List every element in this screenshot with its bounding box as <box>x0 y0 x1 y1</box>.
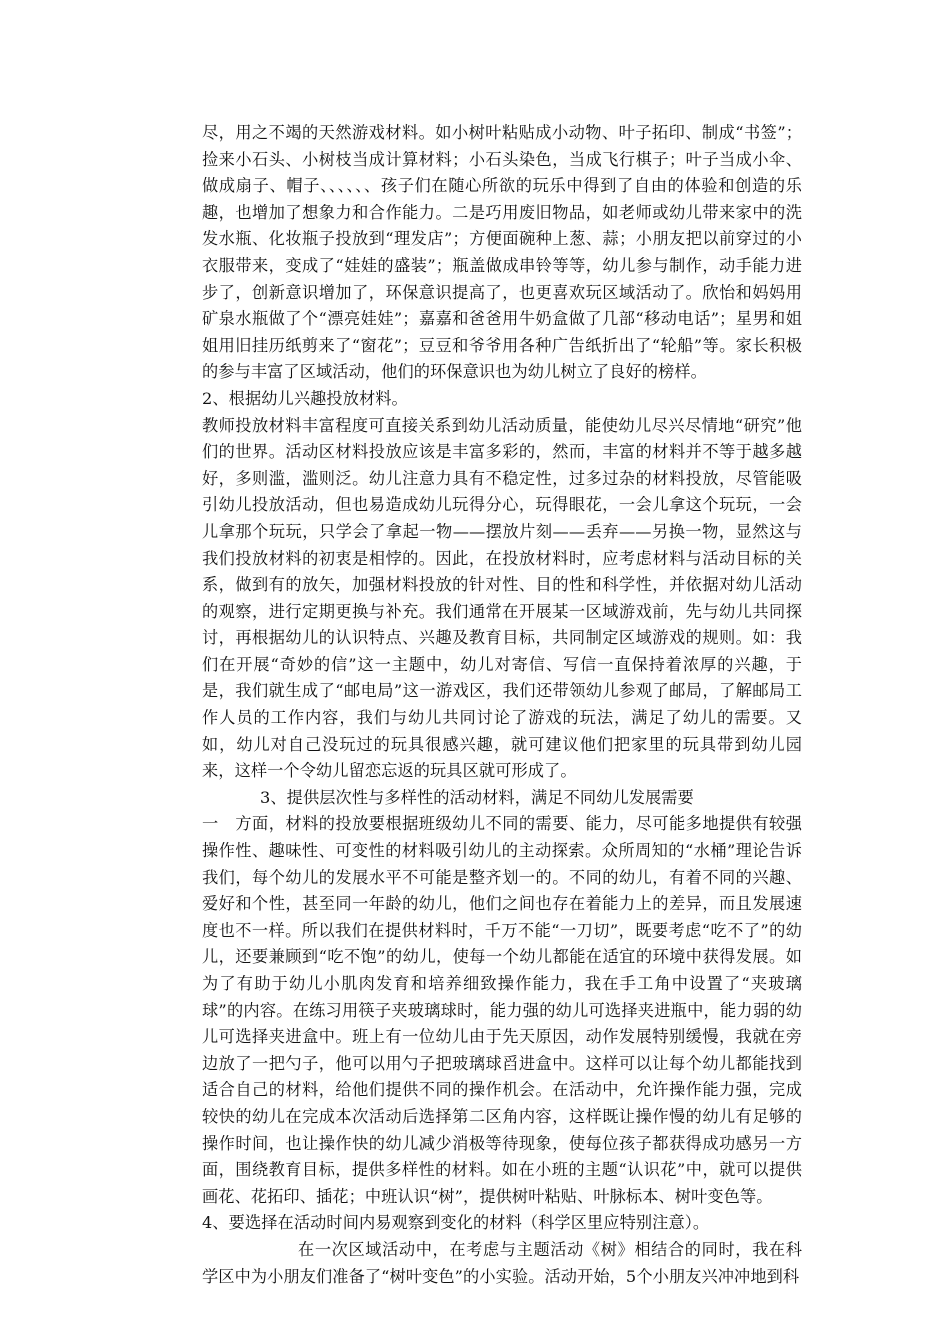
paragraph-interest-materials: 教师投放材料丰富程度可直接关系到幼儿活动质量，能使幼儿尽兴尽情地“研究”他们的世界。活动区材料投放应该是丰富多彩的，然而，丰富的材料并不等于越多越好，多则滥，滥则泛。幼儿注意力具有不稳定性，过多过杂的材料投放，尽管能吸引幼儿投放活动，但也易造成幼儿玩得分心，玩得眼花，一会儿拿这个玩玩，一会儿拿那个玩玩，只学会了拿起一物——摆放片刻——丢弃——另换一物，显然这与我们投放材料的初衷是相悖的。因此，在投放材料时，应考虑材料与活动目标的关系，做到有的放矢，加强材料投放的针对性、目的性和科学性，并依据对幼儿活动的观察，进行定期更换与补充。我们通常在开展某一区域游戏前，先与幼儿共同探讨，再根据幼儿的认识特点、兴趣及教育目标，共同制定区域游戏的规则。如：我们在开展“奇妙的信”这一主题中，幼儿对寄信、写信一直保持着浓厚的兴趣，于是，我们就生成了“邮电局”这一游戏区，我们还带领幼儿参观了邮局，了解邮局工作人员的工作内容，我们与幼儿共同讨论了游戏的玩法，满足了幼儿的需要。又如，幼儿对自己没玩过的玩具很感兴趣，就可建议他们把家里的玩具带到幼儿园来，这样一个令幼儿留恋忘返的玩具区就可形成了。 <box>202 415 802 781</box>
section-heading-3: 3、提供层次性与多样性的活动材料，满足不同幼儿发展需要 <box>260 787 694 807</box>
paragraph-natural-materials: 尽，用之不竭的天然游戏材料。如小树叶粘贴成小动物、叶子拓印、制成“书签”；捡来小石头、小树枝当成计算材料；小石头染色，当成飞行棋子；叶子当成小伞、做成扇子、帽子、、、、、、孩子们在随心所欲的玩乐中得到了自由的体验和创造的乐趣，也增加了想象力和合作能力。二是巧用废旧物品，如老师或幼儿带来家中的洗发水瓶、化妆瓶子投放到“理发店”；方便面碗种上葱、蒜；小朋友把以前穿过的小衣服带来，变成了“娃娃的盛装”；瓶盖做成串铃等等，幼儿参与制作，动手能力进步了，创新意识增加了，环保意识提高了，也更喜欢玩区域活动了。欣怡和妈妈用矿泉水瓶做了个“漂亮娃娃”；嘉嘉和爸爸用牛奶盒做了几部“移动电话”；星男和姐姐用旧挂历纸剪来了“窗花”；豆豆和爷爷用各种广告纸折出了“轮船”等。家长积极的参与丰富了区域活动，他们的环保意识也为幼儿树立了良好的榜样。 <box>202 123 802 382</box>
section-heading-2: 2、根据幼儿兴趣投放材料。 <box>202 388 408 408</box>
document-body <box>202 120 802 1290</box>
paragraph-leaf-experiment: 在一次区域活动中，在考虑与主题活动《树》相结合的同时，我在科学区中为小朋友们准备了“树叶变色”的小实验。活动开始，5个小朋友兴冲冲地到科 <box>202 1239 802 1286</box>
paragraph-layered-materials: 一 方面，材料的投放要根据班级幼儿不同的需要、能力，尽可能多地提供有较强操作性、趣味性、可变性的材料吸引幼儿的主动探索。众所周知的“水桶”理论告诉我们，每个幼儿的发展水平不可能是整齐划一的。不同的幼儿，有着不同的兴趣、爱好和个性，甚至同一年龄的幼儿，他们之间也存在着能力上的差异，而且发展速度也不一样。所以我们在提供材料时，千万不能“一刀切”，既要考虑“吃不了”的幼儿，还要兼顾到“吃不饱”的幼儿，使每一个幼儿都能在适宜的环境中获得发展。如为了有助于幼儿小肌肉发育和培养细致操作能力，我在手工角中设置了“夹玻璃球”的内容。在练习用筷子夹玻璃球时，能力强的幼儿可选择夹进瓶中，能力弱的幼儿可选择夹进盒中。班上有一位幼儿由于先天原因，动作发展特别缓慢，我就在旁边放了一把勺子，他可以用勺子把玻璃球舀进盒中。这样可以让每个幼儿都能找到适合自己的材料，给他们提供不同的操作机会。在活动中，允许操作能力强，完成较快的幼儿在完成本次活动后选择第二区角内容，这样既让操作慢的幼儿有足够的操作时间，也让操作快的幼儿减少消极等待现象，使每位孩子都获得成功感另一方面，围绕教育目标，提供多样性的材料。如在小班的主题“认识花”中，就可以提供画花、花拓印、插花；中班认识“树”，提供树叶粘贴、叶脉标本、树叶变色等。 <box>202 814 802 1206</box>
section-heading-4: 4、要选择在活动时间内易观察到变化的材料（科学区里应特别注意）。 <box>202 1213 710 1233</box>
